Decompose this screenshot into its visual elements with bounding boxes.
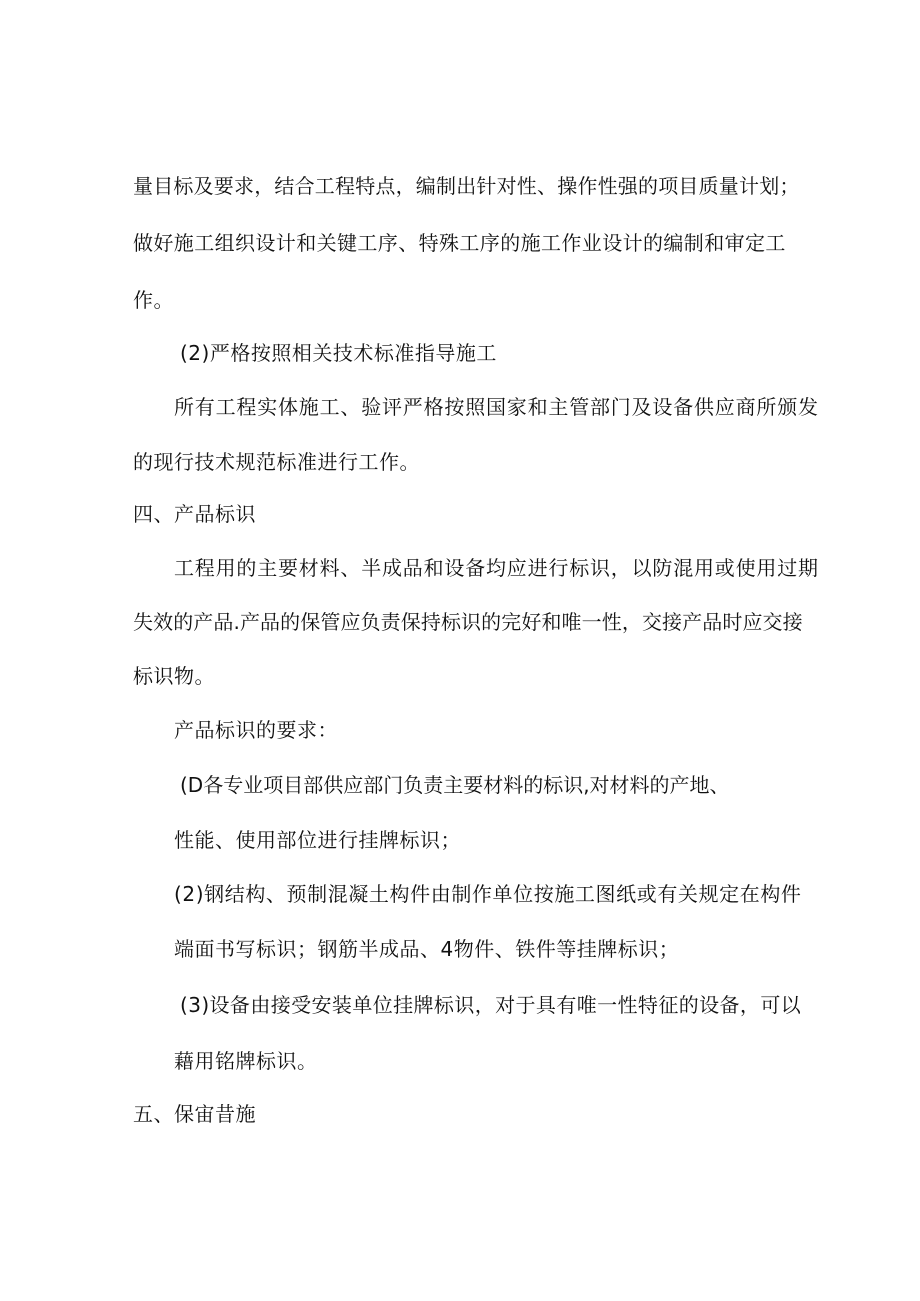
list-item-line: (2)钢结构、预制混凝土构件由制作单位按施工图纸或有关规定在构件	[174, 882, 802, 906]
section-heading: 五、保宙昔施	[133, 1102, 256, 1126]
section-heading: 四、产品标识	[133, 502, 256, 526]
list-item-line: 端面书写标识；钢筋半成品、4物件、铁件等挂牌标识；	[174, 937, 680, 961]
list-item-line: 性能、使用部位进行挂牌标识；	[174, 828, 461, 852]
body-text-line: 量目标及要求，结合工程特点，编制出针对性、操作性强的项目质量计划；	[133, 174, 800, 198]
list-item-line: 藉用铭牌标识。	[174, 1049, 318, 1073]
list-item-line: (D各专业项目部供应部门负责主要材料的标识,对材料的产地、	[180, 773, 730, 797]
body-text-line: 产品标识的要求：	[174, 718, 338, 742]
body-text-line: 所有工程实体施工、验评严格按照国家和主管部门及设备供应商所颁发	[174, 395, 819, 419]
list-item-line: (3)设备由接受安装单位挂牌标识，对于具有唯一性特征的设备，可以	[180, 993, 802, 1017]
body-text-line: 失效的产品.产品的保管应负责保持标识的完好和唯一性，交接产品时应交接	[133, 610, 803, 634]
body-text-line: 工程用的主要材料、半成品和设备均应进行标识，以防混用或使用过期	[174, 556, 819, 580]
body-text-line: 做好施工组织设计和关键工序、特殊工序的施工作业设计的编制和审定工	[133, 231, 786, 255]
body-text-line: 作。	[133, 288, 174, 312]
body-text-line: 标识物。	[133, 664, 215, 688]
section-subheading: (2)严格按照相关技术标准指导施工	[180, 341, 497, 365]
body-text-line: 的现行技术规范标准进行工作。	[133, 450, 420, 474]
